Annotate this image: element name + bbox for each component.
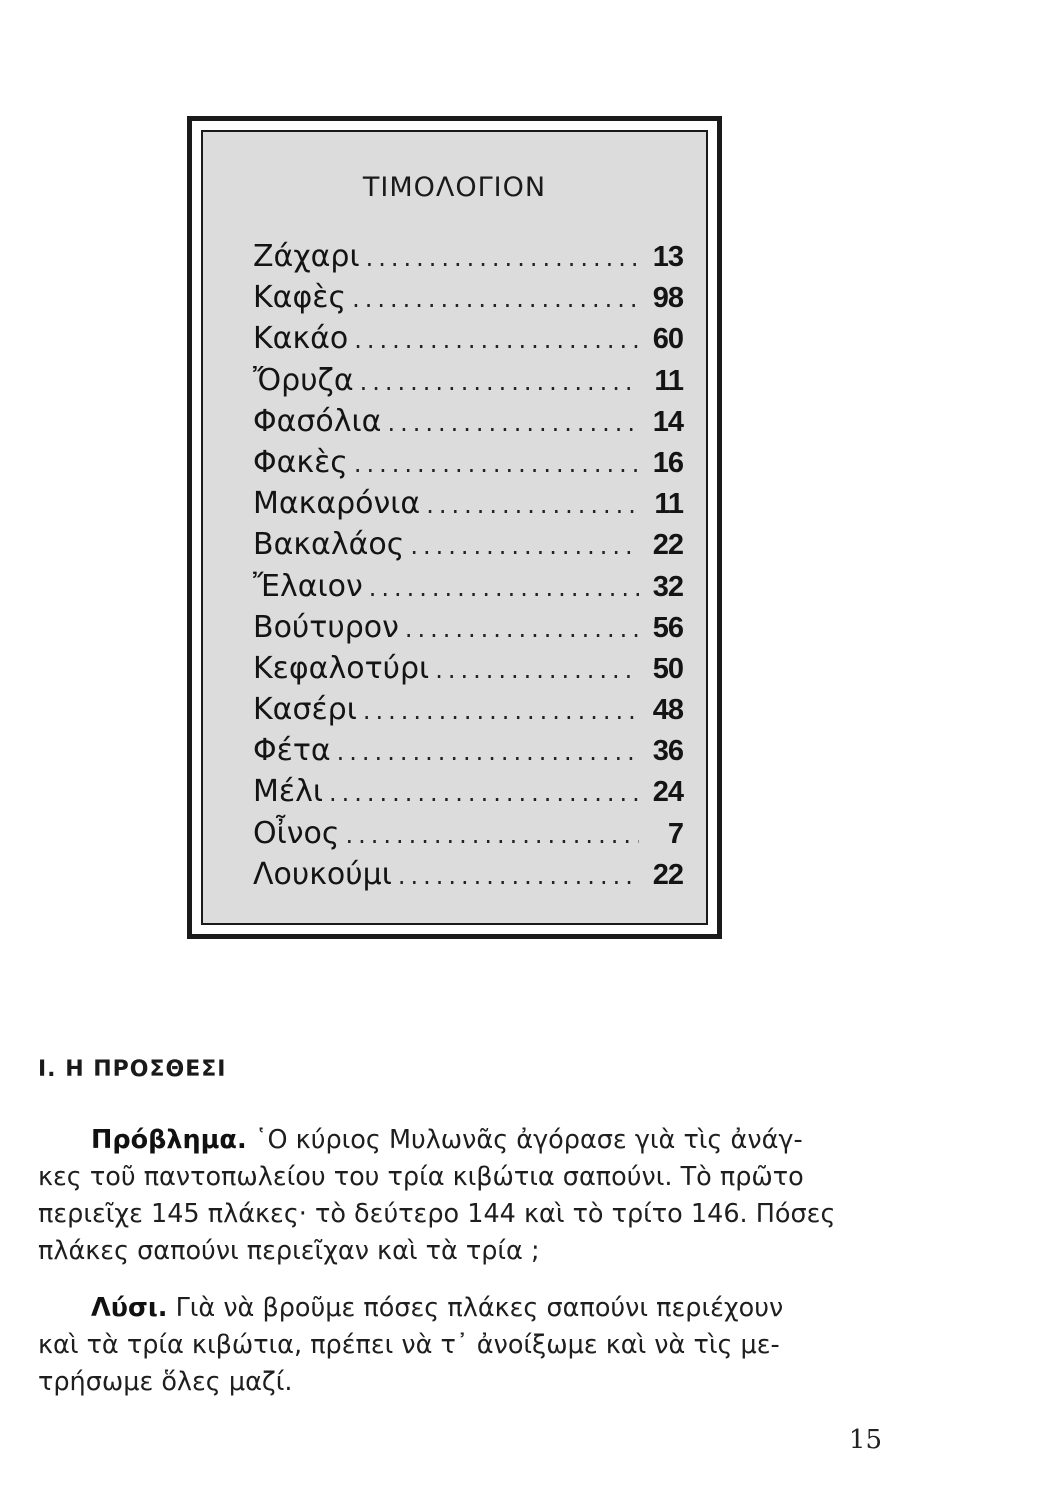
price-list-row bbox=[253, 318, 683, 359]
problem-label: Πρόβλημα. bbox=[91, 1125, 247, 1155]
item-name: Κασέρι bbox=[253, 692, 357, 728]
item-name: Φασόλια bbox=[253, 403, 382, 439]
item-price: 32 bbox=[652, 570, 683, 603]
dot-leader bbox=[329, 773, 639, 814]
problem-line-2: κες τοῦ παντοπωλείου του τρία κιβώτια σαπούνι. Τὸ πρῶτο bbox=[38, 1162, 804, 1192]
item-name: Ὄρυζα bbox=[253, 362, 354, 398]
dot-leader bbox=[366, 238, 639, 279]
dot-leader bbox=[354, 444, 639, 485]
item-price: 22 bbox=[652, 858, 683, 891]
item-price: 22 bbox=[652, 529, 683, 562]
item-name: Ζάχαρι bbox=[253, 239, 360, 274]
price-list-row bbox=[253, 442, 683, 483]
dot-leader bbox=[345, 815, 639, 856]
price-list-row bbox=[253, 524, 683, 565]
dot-leader bbox=[360, 362, 639, 403]
dot-leader bbox=[337, 732, 639, 773]
price-list-box bbox=[187, 116, 722, 939]
item-name: Κεφαλοτύρι bbox=[253, 650, 430, 686]
price-list-rows bbox=[253, 236, 683, 895]
price-list-row bbox=[253, 360, 683, 401]
solution-paragraph bbox=[38, 1290, 886, 1401]
problem-line-3: περιεῖχε 145 πλάκες· τὸ δεύτερο 144 καὶ τὸ τρίτο 146. Πόσες bbox=[38, 1199, 836, 1229]
item-price: 48 bbox=[652, 694, 683, 727]
price-list-panel bbox=[201, 130, 708, 925]
price-list-row bbox=[253, 813, 683, 854]
item-name: Βούτυρον bbox=[253, 609, 399, 645]
dot-leader bbox=[405, 609, 639, 650]
dot-leader bbox=[352, 279, 639, 320]
item-price: 14 bbox=[652, 405, 683, 438]
dot-leader bbox=[426, 485, 639, 526]
solution-text-1: Γιὰ νὰ βροῦμε πόσες πλάκες σαπούνι περιέχουν bbox=[175, 1293, 784, 1323]
item-price: 7 bbox=[667, 817, 683, 850]
item-name: Οἶνος bbox=[253, 815, 340, 851]
item-name: Κακάο bbox=[253, 321, 349, 357]
item-name: Ἔλαιον bbox=[253, 568, 363, 604]
item-price: 60 bbox=[652, 323, 683, 356]
price-list-row bbox=[253, 277, 683, 318]
dot-leader bbox=[398, 856, 639, 897]
item-price: 11 bbox=[654, 488, 683, 521]
item-name: Φέτα bbox=[253, 733, 331, 769]
item-price: 36 bbox=[652, 735, 683, 768]
price-list-title: ΤΙΜΟΛΟΓΙΟΝ bbox=[362, 172, 547, 203]
item-name: Καφὲς bbox=[253, 280, 347, 316]
price-list-row bbox=[253, 566, 683, 607]
dot-leader bbox=[369, 568, 639, 609]
item-price: 24 bbox=[652, 776, 683, 809]
dot-leader bbox=[435, 650, 639, 691]
item-price: 56 bbox=[652, 611, 683, 644]
problem-paragraph bbox=[38, 1122, 886, 1270]
price-list-row bbox=[253, 236, 683, 277]
problem-text-1: ῾Ο κύριος Μυλωνᾶς ἀγόρασε γιὰ τὶς ἀνάγ- bbox=[254, 1125, 803, 1155]
item-price: 50 bbox=[652, 652, 683, 685]
price-list-row bbox=[253, 648, 683, 689]
item-name: Μέλι bbox=[253, 774, 324, 810]
price-list-row bbox=[253, 401, 683, 442]
solution-line-1 bbox=[38, 1290, 886, 1327]
item-name: Μακαρόνια bbox=[253, 486, 421, 522]
dot-leader bbox=[387, 403, 639, 444]
dot-leader bbox=[363, 691, 639, 732]
item-price: 11 bbox=[654, 364, 683, 397]
price-list-row bbox=[253, 730, 683, 771]
price-list-row bbox=[253, 607, 683, 648]
price-list-row bbox=[253, 483, 683, 524]
dot-leader bbox=[410, 526, 639, 567]
item-name: Φακὲς bbox=[253, 444, 348, 480]
item-name: Λουκούμι bbox=[253, 856, 392, 892]
price-list-row bbox=[253, 689, 683, 730]
solution-line-3: τρήσωμε ὅλες μαζί. bbox=[38, 1367, 293, 1397]
solution-label: Λύσι. bbox=[91, 1293, 168, 1323]
item-price: 16 bbox=[652, 446, 683, 479]
page-number: 15 bbox=[848, 1425, 882, 1455]
problem-line-4: πλάκες σαπούνι περιεῖχαν καὶ τὰ τρία ; bbox=[38, 1236, 540, 1266]
problem-line-1 bbox=[38, 1122, 886, 1159]
item-price: 98 bbox=[652, 282, 683, 315]
section-heading: Ι. Η ΠΡΟΣΘΕΣΙ bbox=[38, 1057, 227, 1082]
price-list-row bbox=[253, 854, 683, 895]
solution-line-2: καὶ τὰ τρία κιβώτια, πρέπει νὰ τ᾽ ἀνοίξωμε καὶ νὰ τὶς με- bbox=[38, 1330, 780, 1360]
item-price: 13 bbox=[652, 241, 683, 273]
item-name: Βακαλάος bbox=[253, 527, 405, 563]
price-list-row bbox=[253, 771, 683, 812]
dot-leader bbox=[354, 320, 639, 361]
